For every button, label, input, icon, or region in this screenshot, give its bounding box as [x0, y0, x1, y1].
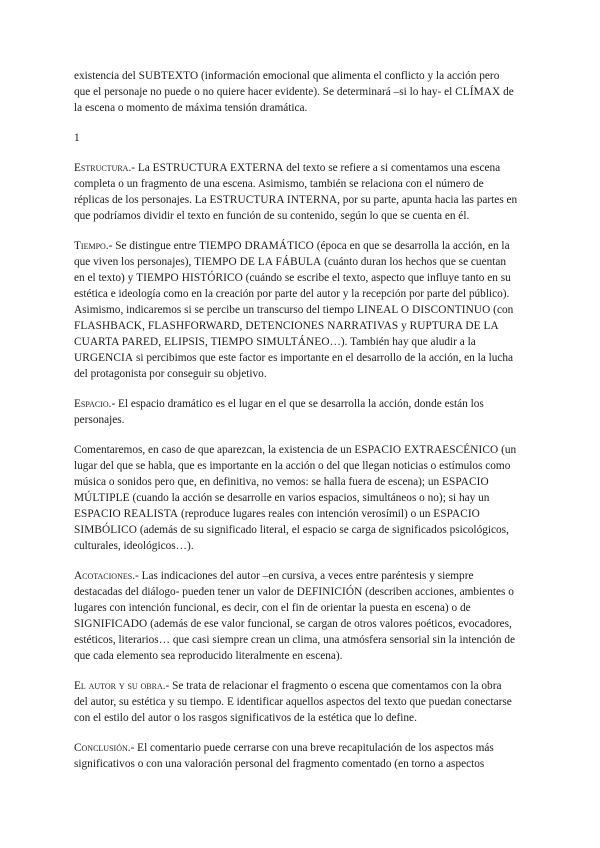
- text-run: (cuándo se escribe el texto, aspecto que influye tanto en su estética e ideología como en la creación por parte del autor y la recepción por parte del público). Asimismo, indicaremos si se percibe un transcurso del tiempo: [74, 272, 511, 316]
- paragraph-tiempo: [74, 238, 518, 382]
- text-run: de la escena o momento de máxima tensión dramática.: [74, 86, 514, 114]
- text-run: del texto se refiere a si comentamos una escena completa o un fragmento de una escena. Asimismo, también se relaciona con el número de réplicas de los personajes. La: [74, 162, 501, 206]
- text-run: (describen acciones, ambientes o lugares con intención funcional, es decir, con el fin de orientar la puesta en escena) o de: [74, 586, 514, 614]
- paragraph-acotaciones: [74, 568, 518, 664]
- text-run: .- El comentario puede cerrarse con una breve recapitulación de los aspectos más significativos o con una valoración personal del fragmento comentado (en torno a aspectos: [74, 742, 494, 770]
- section-heading: Conclusión: [74, 742, 128, 754]
- text-run: .- Se trata de relacionar el fragmento o escena que comentamos con la obra del autor, su estética y su tiempo. E identificar aquellos aspectos del texto que puedan conectarse con el estilo del autor o los rasgos significativos de la estética que lo define.: [74, 680, 512, 724]
- paragraph-espacio-tipos: [74, 442, 518, 554]
- term-highlight: SUBTEXTO: [138, 70, 199, 82]
- paragraph-estructura: [74, 160, 518, 224]
- page-number: [74, 130, 518, 146]
- term-highlight: ESPACIO SIMBÓLICO: [74, 508, 480, 536]
- term-highlight: URGENCIA: [74, 352, 134, 364]
- text-run: Comentaremos, en caso de que aparezcan, la existencia de un: [74, 444, 355, 456]
- term-highlight: TIEMPO DRAMÁTICO: [198, 240, 314, 252]
- text-run: …). También hay que aludir a la: [329, 336, 476, 348]
- text-run: (información emocional que alimenta el conflicto y la acción pero que el personaje no puede o no quiere hacer evidente). Se determinará –si lo hay- el: [74, 70, 500, 98]
- text-run: (cuánto duran los hechos que se cuentan en el texto) y: [74, 256, 507, 284]
- text-run: .- Las indicaciones del autor –en cursiva, a veces entre paréntesis y siempre destacadas del diálogo- pueden tener un valor de: [74, 570, 474, 598]
- term-highlight: FLASHBACK, FLASHFORWARD, DETENCIONES NARRATIVAS: [74, 320, 399, 332]
- paragraph-conclusion: [74, 740, 518, 772]
- text-run: (reproduce lugares reales con intención verosímil) o un: [178, 508, 434, 520]
- text-run: (con: [490, 304, 514, 316]
- section-heading: Acotaciones: [74, 570, 133, 582]
- text-run: (cuando la acción se desarrolle en varios espacios, simultáneos o no); si hay un: [129, 492, 490, 504]
- text-run: , por su parte, apunta hacia las partes en que podríamos dividir el texto en función de su contenido, según lo que se cuenta en él.: [74, 194, 518, 222]
- text-run: 1: [74, 132, 80, 144]
- term-highlight: ESPACIO MÚLTIPLE: [74, 476, 489, 504]
- term-highlight: LINEAL O DISCONTINUO: [357, 304, 491, 316]
- term-highlight: SIGNIFICADO: [74, 618, 148, 630]
- term-highlight: TIEMPO HISTÓRICO: [136, 272, 243, 284]
- term-highlight: ESPACIO EXTRAESCÉNICO: [354, 444, 499, 456]
- section-heading: Estructura: [74, 162, 129, 174]
- paragraph-espacio: [74, 396, 518, 428]
- term-highlight: ESTRUCTURA INTERNA: [209, 194, 338, 206]
- term-highlight: ESTRUCTURA EXTERNA: [152, 162, 284, 174]
- term-highlight: RUPTURA DE LA CUARTA PARED, ELIPSIS, TIEMPO SIMULTÁNEO: [74, 320, 499, 348]
- text-run: existencia del: [74, 70, 139, 82]
- text-run: (además de su significado literal, el espacio se carga de significados psicológicos, culturales, ideológicos…).: [74, 524, 509, 552]
- document-page: [74, 68, 518, 772]
- text-run: si percibimos que este factor es importante en el desarrollo de la acción, en la lucha del protagonista por conseguir su objetivo.: [74, 352, 514, 380]
- section-heading: Tiempo: [74, 240, 106, 252]
- text-run: (un lugar del que se habla, que es importante en la acción o del que llegan noticias o estímulos como música o sonidos pero que, en definitiva, no vemos: se halla fuera de escena); un: [74, 444, 517, 488]
- paragraph-intro: [74, 68, 518, 116]
- term-highlight: DEFINICIÓN: [296, 586, 363, 598]
- term-highlight: TIEMPO DE LA FÁBULA: [194, 256, 322, 268]
- text-run: (además de ese valor funcional, se cargan de otros valores poéticos, evocadores, estéticos, literarios… que casi siempre crean un clima, una atmósfera sensorial sin la intención de que cada elemento sea reproducido literalmente en escena).: [74, 618, 516, 662]
- section-heading: Espacio: [74, 398, 109, 410]
- text-run: (época en que se desarrolla la acción, en la que viven los personajes),: [74, 240, 510, 268]
- text-run: y: [398, 320, 410, 332]
- section-heading: El autor y su obra: [74, 680, 163, 692]
- term-highlight: CLÍMAX: [455, 86, 501, 98]
- text-run: .- El espacio dramático es el lugar en el que se desarrolla la acción, donde están los personajes.: [74, 398, 484, 426]
- term-highlight: ESPACIO REALISTA: [74, 508, 179, 520]
- text-run: .- La: [128, 162, 153, 174]
- paragraph-autor-obra: [74, 678, 518, 726]
- text-run: .- Se distingue entre: [105, 240, 199, 252]
